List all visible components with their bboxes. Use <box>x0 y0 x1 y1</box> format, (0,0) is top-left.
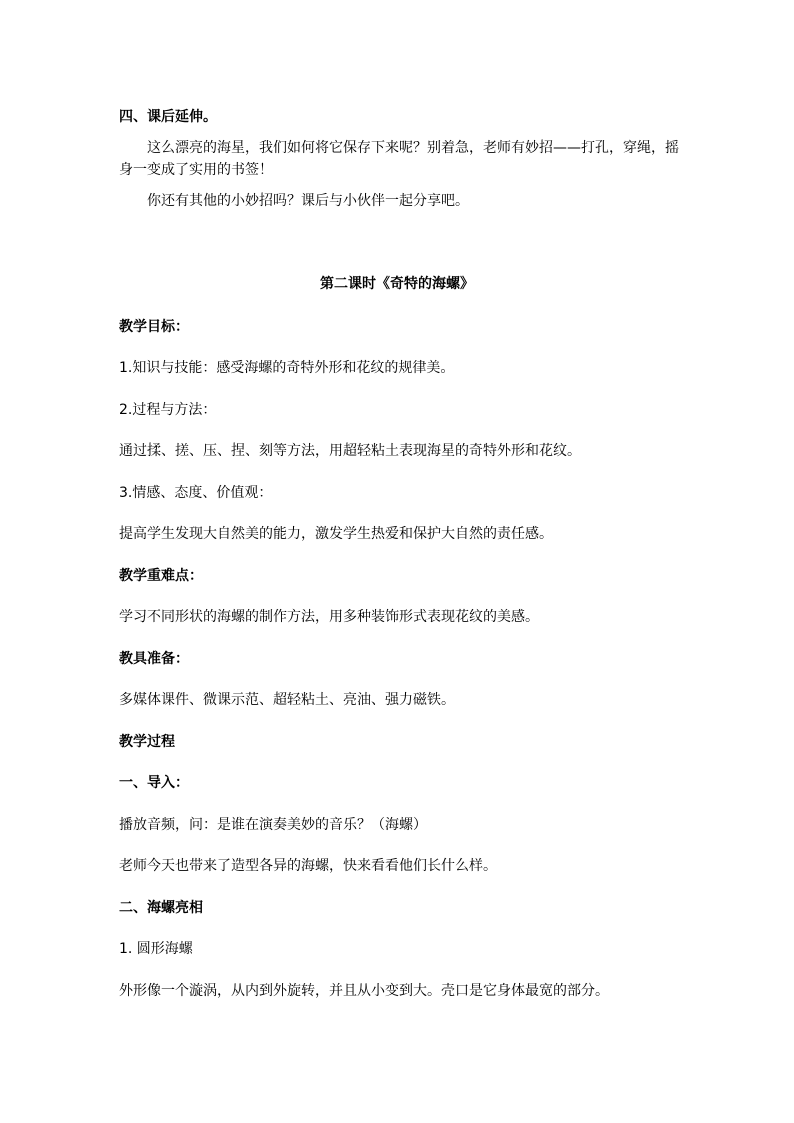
showcase-heading: 二、海螺亮相 <box>119 900 203 916</box>
list-item-round-conch: 1. 圆形海螺 <box>119 941 193 957</box>
goals-heading: 教学目标： <box>119 319 189 335</box>
materials-text: 多媒体课件、微课示范、超轻粘土、亮油、强力磁铁。 <box>119 692 455 708</box>
paragraph-bookmark-line2: 身一变成了实用的书签！ <box>119 162 273 178</box>
paragraph-share: 你还有其他的小妙招吗？课后与小伙伴一起分享吧。 <box>147 193 469 209</box>
round-conch-description: 外形像一个漩涡，从内到外旋转，并且从小变到大。壳口是它身体最宽的部分。 <box>119 983 609 999</box>
goal-knowledge: 1.知识与技能：感受海螺的奇特外形和花纹的规律美。 <box>119 360 455 376</box>
goal-emotion-detail: 提高学生发现大自然美的能力，激发学生热爱和保护大自然的责任感。 <box>119 526 553 542</box>
section-heading-extension: 四、课后延伸。 <box>119 109 217 125</box>
intro-audio-text: 播放音频，问：是谁在演奏美妙的音乐？（海螺） <box>119 817 427 833</box>
intro-heading: 一、导入： <box>119 775 189 791</box>
keypoints-heading: 教学重难点： <box>119 568 203 584</box>
process-heading: 教学过程 <box>119 734 175 750</box>
lesson-title: 第二课时《奇特的海螺》 <box>320 276 474 292</box>
intro-conch-text: 老师今天也带来了造型各异的海螺，快来看看他们长什么样。 <box>119 858 497 874</box>
keypoints-text: 学习不同形状的海螺的制作方法，用多种装饰形式表现花纹的美感。 <box>119 609 539 625</box>
goal-process: 2.过程与方法： <box>119 402 217 418</box>
paragraph-bookmark-line1: 这么漂亮的海星，我们如何将它保存下来呢？别着急，老师有妙招——打孔，穿绳，摇 <box>147 140 679 156</box>
materials-heading: 教具准备： <box>119 651 189 667</box>
goal-emotion: 3.情感、态度、价值观： <box>119 485 273 501</box>
goal-process-detail: 通过揉、搓、压、捏、刻等方法，用超轻粘土表现海星的奇特外形和花纹。 <box>119 443 581 459</box>
